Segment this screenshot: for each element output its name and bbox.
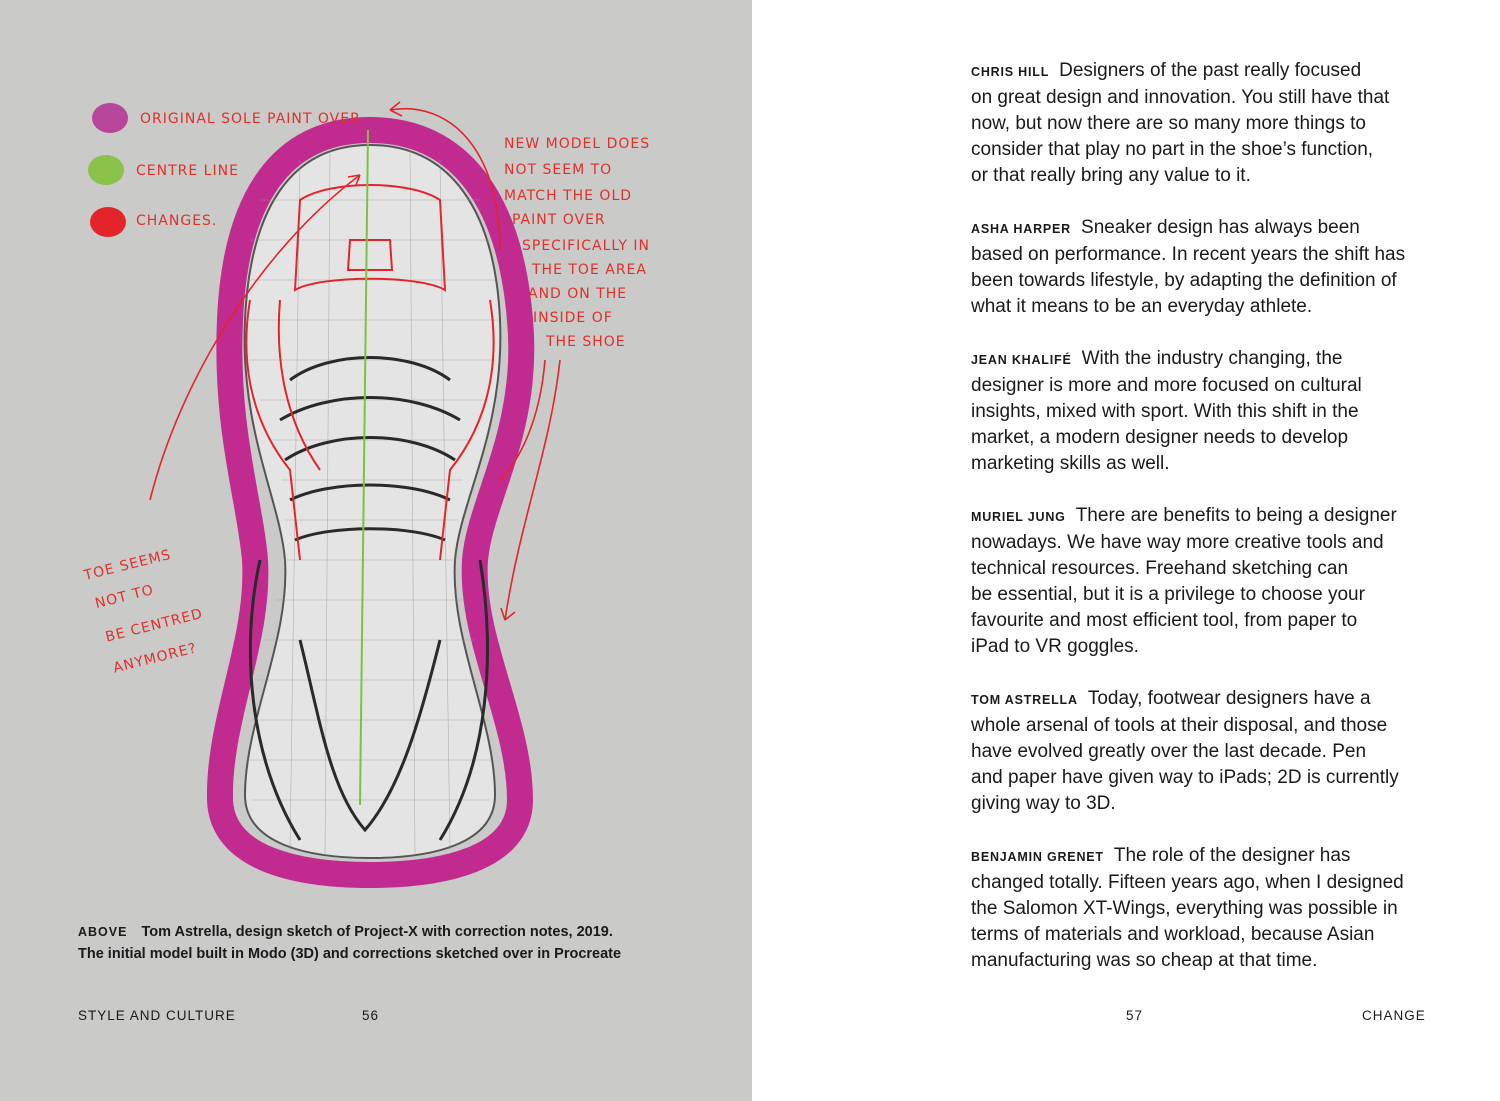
svg-text:PAINT OVER: PAINT OVER xyxy=(512,212,606,228)
quote-jean-khalife: JEAN KHALIFÉ With the industry changing, the designer is more and more focused on cultural insights, mixed with sport. With this shift in the market, a modern designer needs to develop marketing skills as well. xyxy=(971,348,1362,474)
quote-asha-harper: ASHA HARPER Sneaker design has always been based on performance. In recent years the shift has been towards lifestyle, by adapting the definition of what it means to be an everyday athlete. xyxy=(971,217,1406,317)
legend-label-sole: ORIGINAL SOLE PAINT OVER xyxy=(140,111,361,127)
quotes-column xyxy=(971,58,1441,1000)
quote-speaker: BENJAMIN GRENET xyxy=(971,850,1104,864)
note-left xyxy=(81,543,212,679)
shoe-sketch-illustration xyxy=(0,0,752,900)
svg-text:AND ON THE: AND ON THE xyxy=(528,286,628,302)
svg-text:TOE SEEMS: TOE SEEMS xyxy=(82,546,173,584)
quote-speaker: CHRIS HILL xyxy=(971,65,1050,79)
quote-chris-hill: CHRIS HILL Designers of the past really focused on great design and innovation. You still have that now, but now there are so many more things to consider that play no part in the shoe’s function, or that really bring any value to it. xyxy=(971,60,1390,186)
centre-line-swatch xyxy=(88,155,124,185)
svg-text:ANYMORE?: ANYMORE? xyxy=(111,640,199,677)
changes-swatch xyxy=(90,207,126,237)
quote-speaker: JEAN KHALIFÉ xyxy=(971,353,1072,367)
svg-text:INSIDE OF: INSIDE OF xyxy=(533,310,613,326)
svg-text:BE CENTRED: BE CENTRED xyxy=(103,605,205,646)
svg-text:THE TOE AREA: THE TOE AREA xyxy=(532,262,647,278)
quote-speaker: TOM ASTRELLA xyxy=(971,693,1078,707)
shoe-upper xyxy=(245,145,501,858)
figure-caption xyxy=(78,921,718,965)
right-footer-section: CHANGE xyxy=(1362,1008,1426,1023)
quote-benjamin-grenet: BENJAMIN GRENET The role of the designer has changed totally. Fifteen years ago, when I designed the Salomon XT-Wings, everything was possible in terms of materials and workload, because Asian manufacturing was so cheap at that time. xyxy=(971,845,1404,971)
quote-muriel-jung: MURIEL JUNG There are benefits to being a designer nowadays. We have way more creative tools and technical resources. Freehand sketching can be essential, but it is a privilege to choose your favourite and most efficient tool, from paper to iPad to VR goggles. xyxy=(971,505,1397,657)
svg-text:NOT SEEM TO: NOT SEEM TO xyxy=(504,162,613,178)
svg-text:SPECIFICALLY IN: SPECIFICALLY IN xyxy=(522,238,650,254)
svg-text:THE SHOE: THE SHOE xyxy=(546,334,626,350)
quote-speaker: ASHA HARPER xyxy=(971,222,1072,236)
caption-line-2: The initial model built in Modo (3D) and corrections sketched over in Procreate xyxy=(78,946,622,962)
legend-label-changes: CHANGES. xyxy=(136,213,218,229)
left-page-number: 56 xyxy=(362,1008,380,1023)
svg-text:NEW MODEL DOES: NEW MODEL DOES xyxy=(504,136,651,152)
right-page-number: 57 xyxy=(1126,1008,1144,1023)
sole-paint-swatch xyxy=(92,103,128,133)
caption-label: ABOVE xyxy=(78,925,128,939)
legend-label-centre: CENTRE LINE xyxy=(136,163,239,179)
quote-tom-astrella: TOM ASTRELLA Today, footwear designers have a whole arsenal of tools at their disposal, and those have evolved greatly over the last decade. Pen and paper have given way to iPads; 2D is currently giving way to 3D. xyxy=(971,688,1399,814)
svg-text:NOT TO: NOT TO xyxy=(93,582,156,613)
left-footer-section: STYLE AND CULTURE xyxy=(78,1008,236,1023)
svg-text:MATCH THE OLD: MATCH THE OLD xyxy=(504,188,633,204)
quote-speaker: MURIEL JUNG xyxy=(971,510,1066,524)
caption-line-1: ABOVE Tom Astrella, design sketch of Project-X with correction notes, 2019. xyxy=(78,924,613,940)
right-page xyxy=(752,0,1500,1101)
